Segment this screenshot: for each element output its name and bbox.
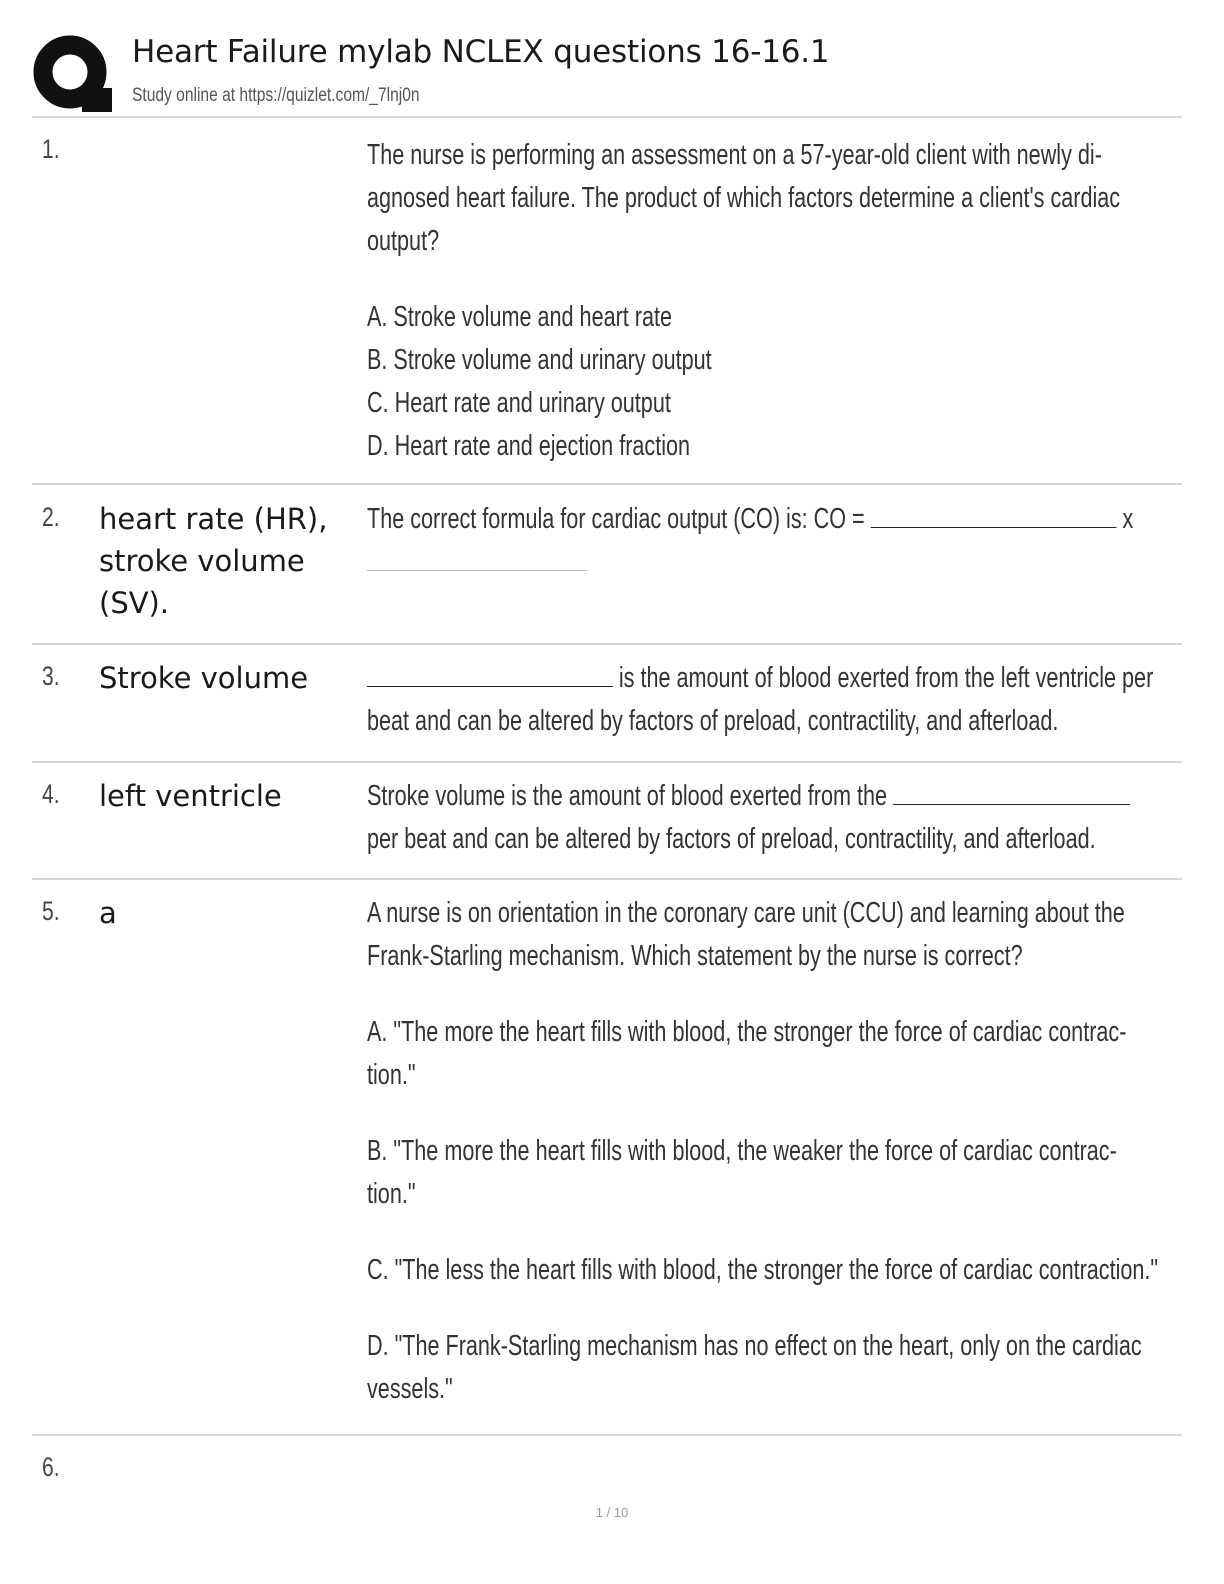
divider (32, 483, 1182, 485)
card-definition (367, 134, 1164, 468)
fill-blank (893, 778, 1130, 805)
divider (32, 643, 1182, 645)
question-text (367, 498, 1164, 541)
question-end: x (1122, 503, 1134, 535)
card-definition (367, 498, 1164, 584)
card-number: 3. (42, 661, 60, 691)
divider (32, 116, 1182, 118)
option-a: A. "The more the heart fills with blood, the stronger the force of cardiac contrac- tion." (367, 1016, 1127, 1091)
option-c: C. Heart rate and urinary output (367, 387, 671, 419)
card-term: heart rate (HR), stroke volume (SV). (99, 502, 328, 620)
question-rest: per beat and can be altered by factors of preload, contractility, and afterload. (367, 823, 1096, 855)
card-number: 4. (42, 779, 60, 809)
fill-blank (367, 660, 613, 687)
divider (32, 761, 1182, 763)
card-term: left ventricle (99, 779, 282, 813)
card-number: 1. (42, 134, 60, 164)
card-definition (367, 892, 1164, 1411)
divider (32, 878, 1182, 880)
question-text (367, 775, 1164, 861)
second-blank-line (367, 541, 1164, 584)
option-b: B. "The more the heart fills with blood, the weaker the force of cardiac contrac- tion." (367, 1135, 1117, 1210)
option-a: A. Stroke volume and heart rate (367, 301, 673, 333)
card-number: 2. (42, 502, 60, 532)
divider (32, 1434, 1182, 1436)
page-title: Heart Failure mylab NCLEX questions 16-16.1 (132, 34, 830, 70)
question-text: The nurse is performing an assessment on a 57-year-old client with newly di- agnosed heart failure. The product of which factors determine a client's cardiac output? (367, 139, 1121, 257)
question-text: A nurse is on orientation in the coronary care unit (CCU) and learning about the Frank-Starling mechanism. Which statement by the nurse is correct? (367, 897, 1125, 972)
fill-blank (871, 501, 1117, 528)
question-start: The correct formula for cardiac output (CO) is: CO = (367, 503, 865, 535)
question-start: Stroke volume is the amount of blood exerted from the (367, 780, 887, 812)
question-text (367, 657, 1164, 743)
card-definition (367, 775, 1164, 861)
card-number: 5. (42, 896, 60, 926)
card-term: a (99, 896, 117, 930)
question-rest: is the amount of blood exerted from the left ventricle per beat and can be altered by factors of preload, contractility, and afterload. (367, 662, 1154, 737)
option-c: C. "The less the heart fills with blood, the stronger the force of cardiac contraction." (367, 1254, 1159, 1286)
study-online-link[interactable]: Study online at https://quizlet.com/_7lnj0n (132, 85, 420, 106)
page-header (32, 30, 1182, 118)
page-number: 1 / 10 (595, 1505, 629, 1520)
quizlet-logo-icon (32, 32, 112, 112)
fill-blank (367, 544, 588, 571)
card-term: Stroke volume (99, 661, 309, 695)
option-b: B. Stroke volume and urinary output (367, 344, 712, 376)
option-d: D. Heart rate and ejection fraction (367, 430, 691, 462)
card-definition (367, 657, 1164, 743)
card-number: 6. (42, 1452, 60, 1482)
option-d: D. "The Frank-Starling mechanism has no effect on the heart, only on the cardiac vessels." (367, 1330, 1142, 1405)
